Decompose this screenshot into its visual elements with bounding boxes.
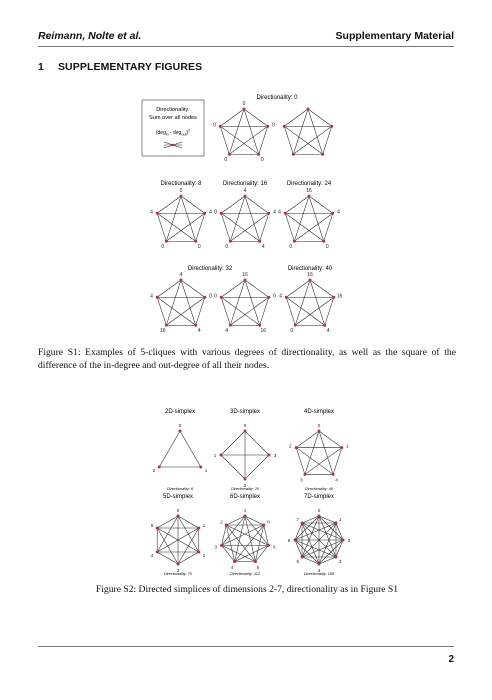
graph-edge	[157, 552, 178, 564]
graph-edge	[159, 431, 180, 467]
node-label: 4	[150, 293, 153, 300]
graph-edge	[333, 448, 342, 475]
node-label: 4	[150, 553, 154, 558]
s2-title-0: 2D-simplex	[164, 409, 196, 415]
graph-node	[220, 454, 223, 457]
graph-edge	[310, 280, 325, 325]
node-label: 4	[179, 272, 183, 278]
graph-edge	[296, 448, 333, 475]
graph-edge	[230, 297, 268, 325]
graph-node	[165, 324, 168, 327]
graph-node	[158, 466, 161, 469]
node-label: 3	[176, 568, 180, 573]
graph-node	[307, 108, 310, 111]
s2-footer-3: Directionality: 70	[163, 572, 193, 576]
node-label: 2	[202, 553, 206, 558]
graph-edge	[305, 448, 342, 475]
graph-edge	[166, 280, 181, 325]
s2-title-4: 6D-simplex	[229, 494, 261, 500]
graph-node	[244, 478, 247, 481]
graph-node	[294, 324, 297, 327]
node-label: 16	[242, 272, 248, 278]
node-label: 2	[243, 483, 247, 488]
graph-node	[330, 125, 333, 128]
s2-title-5: 7D-simplex	[303, 494, 335, 500]
node-label: 1	[346, 443, 349, 449]
graph-edge	[294, 213, 332, 241]
graph-node	[294, 539, 297, 542]
graph-edge	[157, 297, 166, 325]
node-label: 4	[261, 244, 265, 251]
graph-node	[268, 454, 271, 457]
graph-edge	[295, 280, 310, 325]
node-label: 3	[300, 477, 303, 483]
s1-clique-2	[150, 188, 212, 250]
graph-edge	[157, 213, 166, 241]
node-label: 0	[209, 293, 212, 300]
figure-s1-caption: Figure S1: Examples of 5-cliques with various degrees of directionality, as well as the square of the difference of the in-degree and out-degree of all their nodes.	[38, 347, 456, 371]
graph-edge	[309, 196, 324, 241]
node-label: 3	[214, 544, 218, 550]
s1-title-3: Directionality: 16	[222, 181, 268, 187]
graph-node	[243, 108, 246, 111]
node-label: 0	[272, 122, 275, 129]
graph-edge	[166, 196, 181, 241]
node-label: 0	[273, 293, 276, 300]
graph-node	[262, 524, 265, 527]
graph-edge	[166, 297, 204, 325]
graph-edge	[293, 126, 331, 154]
graph-node	[228, 153, 231, 156]
graph-edge	[319, 431, 342, 448]
s2-title-2: 4D-simplex	[303, 409, 335, 415]
s2-simplex-5	[288, 508, 351, 573]
graph-edge	[296, 448, 305, 475]
graph-node	[292, 153, 295, 156]
section-title: SUPPLEMENTARY FIGURES	[57, 61, 203, 73]
graph-node	[267, 212, 270, 215]
graph-node	[197, 551, 200, 554]
graph-edge	[294, 196, 309, 241]
node-label: 0	[289, 244, 293, 251]
node-label: 4	[335, 477, 338, 483]
graph-node	[165, 240, 168, 243]
node-label: 4	[230, 565, 234, 571]
node-label: 0	[317, 423, 321, 428]
graph-edge	[319, 431, 333, 474]
graph-edge	[259, 126, 268, 154]
graph-edge	[230, 280, 245, 325]
node-label: 3	[338, 559, 342, 565]
graph-edge	[181, 196, 205, 213]
node-label: 4	[273, 209, 276, 216]
graph-node	[334, 522, 337, 525]
node-label: 3	[273, 453, 277, 458]
s2-footer-2: Directionality: 40	[304, 487, 334, 491]
node-label: 0	[224, 157, 228, 164]
node-label: 7	[296, 516, 300, 522]
graph-edge	[230, 213, 268, 241]
graph-edge	[222, 545, 256, 561]
node-label: 0	[325, 244, 329, 251]
node-label: 2	[220, 519, 223, 525]
s1-clique-3	[214, 188, 276, 250]
graph-node	[244, 279, 247, 282]
graph-edge	[226, 525, 268, 545]
graph-node	[244, 195, 247, 198]
graph-edge	[196, 213, 205, 241]
graph-node	[295, 446, 298, 449]
graph-node	[322, 240, 325, 243]
graph-node	[309, 279, 312, 282]
graph-node	[229, 240, 232, 243]
graph-node	[229, 324, 232, 327]
graph-node	[203, 212, 206, 215]
graph-node	[156, 296, 159, 299]
graph-edge	[244, 109, 259, 154]
graph-node	[219, 125, 222, 128]
node-label: 0	[267, 519, 270, 525]
node-label: 16	[260, 328, 267, 335]
node-label: 1	[243, 508, 247, 513]
node-label: 5	[150, 523, 154, 528]
node-label: 2	[289, 443, 292, 449]
graph-node	[331, 212, 334, 215]
node-label: 4	[326, 328, 330, 335]
node-label: 5	[256, 565, 260, 571]
graph-node	[303, 473, 306, 476]
graph-edge	[286, 280, 310, 297]
node-label: 0	[214, 209, 217, 216]
node-label: 4	[278, 209, 281, 216]
graph-edge	[222, 525, 264, 545]
node-label: 0	[225, 244, 229, 251]
s2-title-3: 5D-simplex	[162, 494, 194, 500]
graph-edge	[310, 280, 334, 297]
graph-edge	[157, 213, 195, 241]
graph-edge	[245, 196, 269, 213]
graph-node	[334, 555, 337, 558]
graph-node	[244, 430, 247, 433]
node-label: 0	[197, 244, 201, 251]
graph-node	[301, 555, 304, 558]
graph-edge	[323, 126, 332, 154]
graph-edge	[221, 297, 230, 325]
node-label: 0	[290, 328, 294, 335]
graph-node	[194, 240, 197, 243]
graph-edge	[221, 431, 245, 455]
graph-node	[318, 430, 321, 433]
node-label: 16	[306, 188, 312, 194]
graph-edge	[284, 109, 308, 126]
graph-node	[283, 125, 286, 128]
graph-edge	[221, 196, 245, 213]
graph-edge	[308, 109, 323, 154]
graph-node	[258, 324, 261, 327]
s2-simplex-2	[289, 423, 349, 482]
graph-edge	[235, 545, 269, 561]
node-label: 4	[197, 328, 201, 335]
node-label: 0	[161, 244, 165, 251]
graph-edge	[157, 528, 178, 564]
graph-edge	[245, 516, 264, 525]
graph-node	[220, 212, 223, 215]
graph-edge	[293, 109, 308, 154]
node-label: 0	[213, 122, 216, 129]
graph-edge	[181, 196, 196, 241]
legend-line-2: Sum over all nodes	[149, 115, 197, 121]
node-label: 0	[317, 508, 321, 513]
s1-title-4: Directionality: 24	[286, 181, 332, 187]
graph-edge	[221, 213, 259, 241]
node-label: 0	[178, 423, 182, 428]
graph-edge	[245, 280, 260, 325]
s2-footer-1: Directionality: 20	[230, 487, 260, 491]
s2-footer-5: Directionality: 168	[303, 572, 335, 576]
graph-node	[293, 240, 296, 243]
node-label: 1	[204, 468, 208, 473]
node-label: 16	[307, 272, 313, 278]
graph-edge	[309, 196, 333, 213]
graph-node	[225, 524, 228, 527]
s1-title-0: Directionality: 0	[256, 95, 298, 101]
graph-edge	[245, 431, 269, 455]
node-label: 0	[242, 101, 246, 107]
graph-node	[267, 296, 270, 299]
s2-footer-4: Directionality: 112	[230, 572, 260, 576]
graph-edge	[244, 109, 268, 126]
graph-node	[301, 522, 304, 525]
graph-edge	[221, 455, 245, 479]
s1-clique-0	[213, 101, 275, 163]
s2-simplex-1	[214, 423, 277, 488]
s2-simplex-4	[214, 508, 275, 570]
s2-simplex-0	[153, 423, 208, 473]
node-label: 1	[202, 523, 206, 528]
node-label: 0	[214, 293, 217, 300]
node-label: 4	[209, 209, 212, 216]
s1-title-7: Directionality: 40	[287, 266, 333, 272]
graph-edge	[285, 196, 309, 213]
s1-clique-1	[283, 108, 334, 156]
graph-node	[197, 527, 200, 530]
node-label: 4	[225, 328, 229, 335]
graph-node	[284, 212, 287, 215]
s2-footer-0: Directionality: 8	[167, 487, 193, 491]
s1-clique-5	[150, 272, 212, 334]
header-authors: Reimann, Nolte et al.	[38, 30, 142, 42]
node-label: 4	[150, 209, 153, 216]
graph-edge	[157, 280, 181, 297]
graph-node	[257, 153, 260, 156]
graph-node	[199, 466, 202, 469]
graph-node	[285, 296, 288, 299]
node-label: 1	[213, 453, 217, 458]
graph-node	[233, 560, 236, 563]
graph-edge	[157, 297, 195, 325]
footer-rule	[38, 646, 454, 647]
graph-node	[342, 539, 345, 542]
graph-node	[267, 544, 270, 547]
graph-node	[156, 212, 159, 215]
graph-edge	[285, 213, 323, 241]
graph-edge	[305, 431, 319, 474]
node-label: 4	[317, 568, 321, 573]
graph-edge	[296, 431, 319, 448]
node-label: 1	[338, 516, 342, 522]
graph-edge	[221, 280, 245, 297]
graph-edge	[260, 297, 269, 325]
s1-clique-4	[278, 188, 340, 250]
graph-node	[203, 296, 206, 299]
graph-edge	[285, 213, 294, 241]
graph-edge	[226, 516, 245, 525]
figure-s2-caption: Figure S2: Directed simplices of dimensions 2-7, directionality as in Figure S1	[95, 584, 399, 595]
graph-node	[177, 563, 180, 566]
s2-title-1: 3D-simplex	[229, 409, 261, 415]
graph-edge	[157, 196, 181, 213]
graph-node	[156, 527, 159, 530]
s1-clique-7	[279, 272, 342, 334]
graph-edge	[221, 213, 230, 241]
node-label: 4	[337, 209, 340, 216]
page-number: 2	[448, 654, 454, 665]
node-label: 16	[336, 293, 343, 300]
node-label: 5	[296, 559, 300, 565]
node-label: 6	[287, 538, 291, 543]
graph-edge	[157, 516, 178, 528]
graph-edge	[245, 455, 269, 479]
section-number: 1	[38, 61, 44, 73]
graph-node	[318, 563, 321, 566]
graph-node	[254, 560, 257, 563]
node-label: 0	[243, 423, 247, 428]
graph-edge	[181, 280, 205, 297]
graph-node	[340, 446, 343, 449]
graph-node	[156, 551, 159, 554]
graph-edge	[181, 280, 196, 325]
graph-edge	[166, 213, 204, 241]
s2-simplex-3	[151, 508, 206, 573]
figure-s1-legend	[142, 100, 204, 156]
node-label: 4	[279, 293, 282, 300]
graph-node	[258, 240, 261, 243]
node-label: 6	[272, 544, 276, 550]
graph-node	[180, 279, 183, 282]
node-label: 2	[152, 468, 156, 473]
graph-edge	[245, 280, 269, 297]
graph-node	[321, 153, 324, 156]
legend-line-1: Directionality:	[156, 107, 190, 113]
s1-title-5: Directionality: 32	[187, 266, 233, 272]
node-label: 0	[260, 157, 264, 164]
graph-edge	[230, 196, 245, 241]
graph-edge	[286, 297, 295, 325]
graph-node	[180, 195, 183, 198]
graph-node	[332, 473, 335, 476]
s1-clique-6	[214, 272, 276, 334]
header-right: Supplementary Material	[335, 30, 454, 42]
graph-edge	[286, 297, 324, 325]
node-label: 2	[347, 538, 351, 543]
legend-arrow-glyph	[164, 142, 182, 148]
graph-node	[220, 544, 223, 547]
graph-edge	[325, 297, 334, 325]
graph-node	[266, 125, 269, 128]
graph-edge	[308, 109, 332, 126]
graph-edge	[245, 196, 260, 241]
graph-edge	[221, 297, 259, 325]
graph-node	[308, 195, 311, 198]
graph-node	[323, 324, 326, 327]
graph-edge	[295, 297, 333, 325]
graph-node	[332, 296, 335, 299]
graph-node	[220, 296, 223, 299]
graph-edge	[178, 552, 199, 564]
s1-title-2: Directionality: 8	[160, 181, 202, 187]
graph-edge	[196, 297, 205, 325]
graph-edge	[229, 126, 267, 154]
graph-node	[194, 324, 197, 327]
graph-edge	[284, 126, 322, 154]
graph-node	[244, 515, 247, 518]
legend-formula: (deg$_{in}$ - deg$_{out}$)$^2$	[155, 128, 191, 137]
graph-edge	[284, 126, 293, 154]
graph-edge	[180, 431, 201, 467]
node-label: 0	[176, 508, 180, 513]
graph-node	[179, 430, 182, 433]
node-label: 0	[179, 188, 183, 194]
graph-edge	[324, 213, 333, 241]
graph-edge	[220, 126, 258, 154]
graph-edge	[229, 109, 244, 154]
node-label: 16	[159, 328, 166, 335]
graph-edge	[178, 516, 199, 528]
graph-edge	[260, 213, 269, 241]
graph-node	[177, 515, 180, 518]
node-label: 4	[243, 188, 247, 194]
graph-edge	[220, 126, 229, 154]
graph-edge	[220, 109, 244, 126]
graph-node	[318, 515, 321, 518]
